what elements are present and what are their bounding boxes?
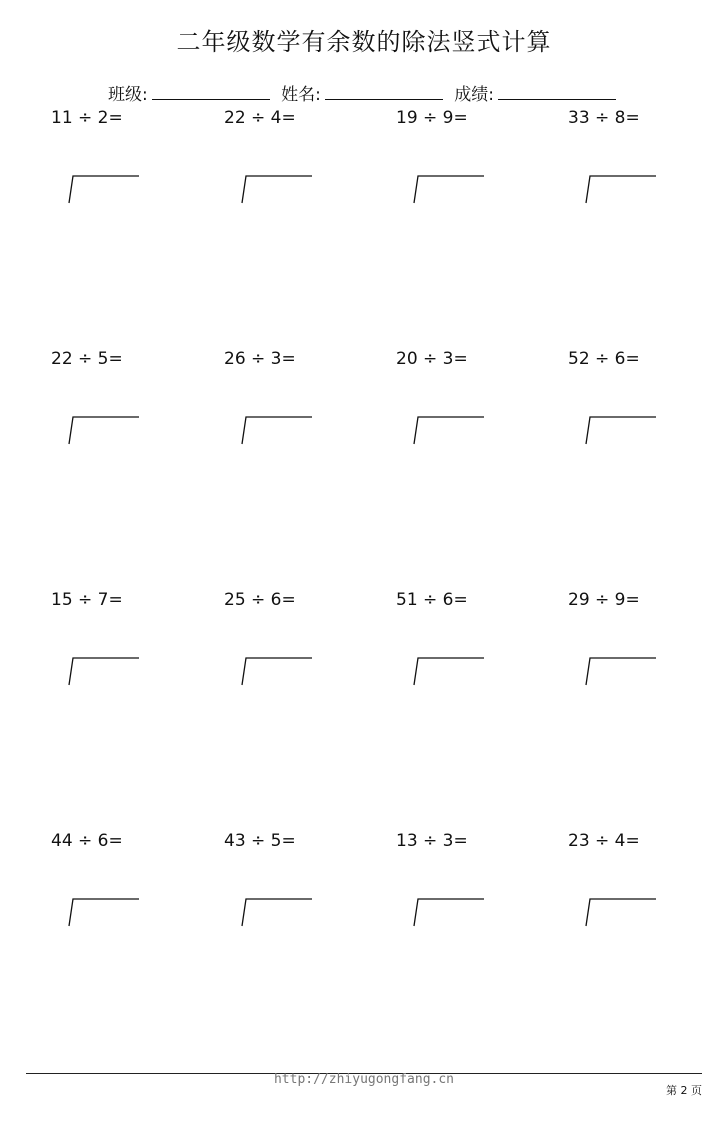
score-label: 成绩: bbox=[454, 85, 495, 105]
problem-item bbox=[568, 831, 728, 951]
problem-expression: 43 ÷ 5= bbox=[224, 831, 296, 851]
problem-item bbox=[396, 590, 556, 710]
long-division-bracket-icon[interactable] bbox=[67, 656, 141, 686]
long-division-bracket-icon[interactable] bbox=[412, 656, 486, 686]
problem-expression: 20 ÷ 3= bbox=[396, 349, 468, 369]
problem-item bbox=[224, 108, 384, 228]
problem-expression: 13 ÷ 3= bbox=[396, 831, 468, 851]
long-division-bracket-icon[interactable] bbox=[584, 174, 658, 204]
problem-item bbox=[224, 831, 384, 951]
problem-item bbox=[568, 349, 728, 469]
problem-expression: 44 ÷ 6= bbox=[51, 831, 123, 851]
page-title: 二年级数学有余数的除法竖式计算 bbox=[176, 28, 552, 56]
long-division-bracket-icon[interactable] bbox=[240, 656, 314, 686]
problem-expression: 33 ÷ 8= bbox=[568, 108, 640, 128]
problem-item bbox=[51, 349, 211, 469]
problem-expression: 22 ÷ 5= bbox=[51, 349, 123, 369]
problem-item bbox=[51, 831, 211, 951]
long-division-bracket-icon[interactable] bbox=[584, 656, 658, 686]
problem-item bbox=[51, 590, 211, 710]
problem-expression: 15 ÷ 7= bbox=[51, 590, 123, 610]
problem-item bbox=[51, 108, 211, 228]
problem-expression: 23 ÷ 4= bbox=[568, 831, 640, 851]
long-division-bracket-icon[interactable] bbox=[67, 174, 141, 204]
long-division-bracket-icon[interactable] bbox=[67, 897, 141, 927]
problem-item bbox=[396, 108, 556, 228]
page-number: 第 2 页 bbox=[666, 1084, 702, 1097]
problem-expression: 22 ÷ 4= bbox=[224, 108, 296, 128]
long-division-bracket-icon[interactable] bbox=[412, 897, 486, 927]
long-division-bracket-icon[interactable] bbox=[412, 415, 486, 445]
problem-expression: 26 ÷ 3= bbox=[224, 349, 296, 369]
long-division-bracket-icon[interactable] bbox=[584, 897, 658, 927]
long-division-bracket-icon[interactable] bbox=[67, 415, 141, 445]
problem-item bbox=[396, 831, 556, 951]
long-division-bracket-icon[interactable] bbox=[240, 174, 314, 204]
problem-expression: 51 ÷ 6= bbox=[396, 590, 468, 610]
long-division-bracket-icon[interactable] bbox=[240, 897, 314, 927]
problem-expression: 52 ÷ 6= bbox=[568, 349, 640, 369]
long-division-bracket-icon[interactable] bbox=[412, 174, 486, 204]
footer-url: http://zhiyugongfang.cn bbox=[273, 1072, 454, 1087]
problem-expression: 11 ÷ 2= bbox=[51, 108, 123, 128]
problem-item bbox=[568, 590, 728, 710]
problem-item bbox=[396, 349, 556, 469]
problem-item bbox=[224, 590, 384, 710]
class-label: 班级: bbox=[108, 85, 148, 105]
problem-expression: 29 ÷ 9= bbox=[568, 590, 640, 610]
problem-expression: 25 ÷ 6= bbox=[224, 590, 296, 610]
long-division-bracket-icon[interactable] bbox=[240, 415, 314, 445]
problem-item bbox=[568, 108, 728, 228]
name-label: 姓名: bbox=[281, 85, 321, 105]
problem-expression: 19 ÷ 9= bbox=[396, 108, 468, 128]
long-division-bracket-icon[interactable] bbox=[584, 415, 658, 445]
problem-item bbox=[224, 349, 384, 469]
